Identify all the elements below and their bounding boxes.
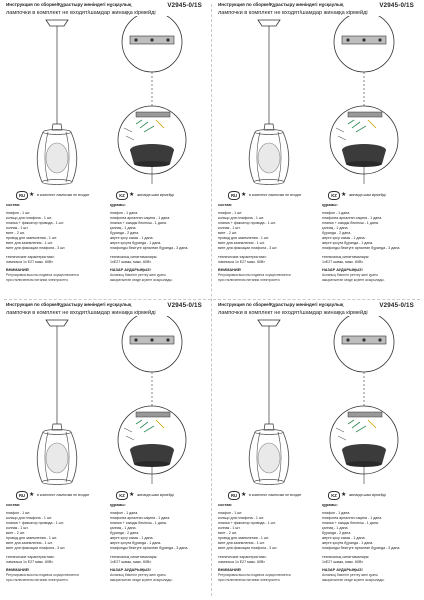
pendant-lamp-illustration xyxy=(249,20,289,185)
parts-list-ru xyxy=(6,511,102,551)
tech-line-kz: 1xE27 шамы, макс. 60Вт. xyxy=(322,559,364,564)
tech-line-ru: лампочка 1x E27 макс. 60Вт xyxy=(218,259,265,264)
part-item-kz: плафон - 1 дана. xyxy=(322,211,351,215)
instruction-panel-4 xyxy=(218,302,422,598)
part-item-ru: винт для заземления - 1 шт. xyxy=(6,241,53,245)
tech-line-kz: техникалық сипаттамалары: xyxy=(110,555,158,559)
cert-note-ru: в комплект лампочки не входят xyxy=(37,193,90,197)
part-item-kz: жерге қосу сымы - 1 дана. xyxy=(110,236,154,240)
parts-list-kz xyxy=(322,211,418,251)
column-kz xyxy=(110,503,206,582)
part-item-kz: жерге қосуға бұранда - 1 дана. xyxy=(110,241,162,245)
tech-specs-kz xyxy=(110,255,206,264)
tech-specs-kz xyxy=(322,255,418,264)
panel-title: Инструкция по сборке/Құрастыру жөніндегі нұсқаулық xyxy=(6,2,132,7)
ceiling-mount-diagram xyxy=(330,316,398,484)
note-line-ru: при отключенном питании электросети. xyxy=(6,577,69,582)
ceiling-mount-diagram xyxy=(330,16,398,184)
part-item-ru: кольцо для плафона - 1 шт. xyxy=(6,516,52,520)
note-line-ru: при отключенном питании электросети. xyxy=(218,577,281,582)
tech-specs-ru xyxy=(218,555,314,564)
tech-specs-ru xyxy=(218,255,314,264)
star-icon: ★ xyxy=(129,492,135,498)
star-icon: ★ xyxy=(29,192,35,198)
part-item-kz: плафонды бекітуге арналған бұранда - 3 дана. xyxy=(110,546,189,550)
note-ru xyxy=(6,273,102,282)
note-line-kz: Аспаның биіктігін реттеу желі қуаты xyxy=(110,573,166,578)
note-line-kz: ажыратылған кезде жүзеге асырылады. xyxy=(322,577,385,582)
note-line-kz: Аспаның биіктігін реттеу желі қуаты xyxy=(322,573,378,578)
note-line-ru: при отключенном питании электросети. xyxy=(6,277,69,282)
parts-header-kz: құрамы: xyxy=(110,203,126,207)
tech-line-kz: техникалық сипаттамалары: xyxy=(322,555,370,559)
cert-note-ru: в комплект лампочки не входят xyxy=(249,193,302,197)
star-icon: ★ xyxy=(341,492,347,498)
part-item-ru: планка + фиксатор провода - 1 шт. xyxy=(6,521,64,525)
star-icon: ★ xyxy=(29,492,35,498)
pendant-lamp-illustration xyxy=(249,320,289,485)
part-item-ru: кольцо для плафона - 1 шт. xyxy=(6,216,52,220)
cert-note-kz: жинаққа шам кірмейді xyxy=(349,493,386,497)
part-item-ru: провод для заземления - 1 шт. xyxy=(218,536,270,540)
note-line-ru: Регулировка высоты подвеса осуществляется xyxy=(6,273,79,278)
tech-specs-ru xyxy=(6,255,102,264)
part-item-kz: плафонға арналған сақина - 1 дана. xyxy=(110,216,171,220)
parts-header-kz: құрамы: xyxy=(110,503,126,507)
part-item-ru: планка + фиксатор провода - 1 шт. xyxy=(218,521,276,525)
title-bar xyxy=(218,2,422,10)
part-item-kz: жерге қосу сымы - 1 дана. xyxy=(110,536,154,540)
attention-ru: ВНИМАНИЕ! xyxy=(218,268,242,273)
column-kz xyxy=(322,203,418,282)
part-item-ru: кольцо для плафона - 1 шт. xyxy=(218,216,264,220)
part-item-ru: плафон - 1 шт. xyxy=(6,511,31,515)
note-kz xyxy=(110,573,206,582)
title-bar xyxy=(6,302,210,310)
model-number: V2945-0/1S xyxy=(167,302,202,309)
part-item-ru: винт для фиксации плафона - 3 шт. xyxy=(218,546,278,550)
part-item-ru: колпак - 1 шт. xyxy=(218,526,241,530)
column-ru xyxy=(6,203,102,282)
part-item-ru: винт - 2 шт. xyxy=(6,231,25,235)
note-line-ru: Регулировка высоты подвеса осуществляется xyxy=(218,273,291,278)
part-item-ru: винт для заземления - 1 шт. xyxy=(6,541,53,545)
attention-kz: НАЗАР АУДАРЫҢЫЗ! xyxy=(110,268,151,273)
assembly-illustration xyxy=(218,16,422,188)
title-bar xyxy=(6,2,210,10)
assembly-illustration xyxy=(6,16,210,188)
parts-list-kz xyxy=(110,511,206,551)
part-item-kz: плафонды бекітуге арналған бұранда - 3 дана. xyxy=(322,546,401,550)
note-kz xyxy=(322,573,418,582)
tech-line-ru: технические характеристики: xyxy=(6,255,55,259)
tech-line-kz: 1xE27 шамы, макс. 60Вт. xyxy=(110,559,152,564)
part-item-ru: провод для заземления - 1 шт. xyxy=(218,236,270,240)
part-item-kz: планка + сымды бекіткіш - 1 дана. xyxy=(110,521,167,525)
parts-header-kz: құрамы: xyxy=(322,203,338,207)
certification-row xyxy=(6,491,210,501)
part-item-kz: жерге қосу сымы - 1 дана. xyxy=(322,536,366,540)
cut-line-horizontal xyxy=(4,299,420,300)
part-item-kz: жерге қосуға бұранда - 1 дана. xyxy=(110,541,162,545)
note-line-kz: Аспаның биіктігін реттеу желі қуаты xyxy=(322,273,378,278)
cut-line-vertical xyxy=(211,4,212,596)
panel-title: Инструкция по сборке/Құрастыру жөніндегі нұсқаулық xyxy=(6,302,132,307)
panel-subtitle: лампочки в комплект не входят/шамдар жинаққа кірмейді xyxy=(6,10,156,16)
part-item-kz: планка + сымды бекіткіш - 1 дана. xyxy=(322,521,379,525)
pendant-lamp-illustration xyxy=(37,20,77,185)
part-item-kz: плафонды бекітуге арналған бұранда - 3 дана. xyxy=(322,246,401,250)
part-item-kz: бұранда - 2 дана. xyxy=(322,231,352,235)
part-item-ru: колпак - 1 шт. xyxy=(218,226,241,230)
part-item-ru: планка + фиксатор провода - 1 шт. xyxy=(6,221,64,225)
attention-kz: НАЗАР АУДАРЫҢЫЗ! xyxy=(322,268,363,273)
tech-line-kz: 1xE27 шамы, макс. 60Вт. xyxy=(322,259,364,264)
column-ru xyxy=(6,503,102,582)
part-item-ru: кольцо для плафона - 1 шт. xyxy=(218,516,264,520)
part-item-ru: винт - 2 шт. xyxy=(6,531,25,535)
parts-list-kz xyxy=(322,511,418,551)
part-item-ru: колпак - 1 шт. xyxy=(6,526,29,530)
part-item-kz: қалпақ - 1 дана. xyxy=(110,526,137,530)
cert-note-kz: жинаққа шам кірмейді xyxy=(349,193,386,197)
parts-list-ru xyxy=(218,211,314,251)
part-item-kz: плафон - 1 дана. xyxy=(110,511,139,515)
parts-list-ru xyxy=(6,211,102,251)
tech-line-kz: 1xE27 шамы, макс. 60Вт. xyxy=(110,259,152,264)
cert-note-kz: жинаққа шам кірмейді xyxy=(137,193,174,197)
part-item-ru: винт для фиксации плафона - 3 шт. xyxy=(6,546,66,550)
part-item-kz: плафонға арналған сақина - 1 дана. xyxy=(322,216,383,220)
parts-header-ru: состав: xyxy=(6,203,21,207)
cert-note-ru: в комплект лампочки не входят xyxy=(249,493,302,497)
note-line-kz: ажыратылған кезде жүзеге асырылады. xyxy=(110,277,173,282)
parts-header-ru: состав: xyxy=(218,203,233,207)
instruction-panel-3 xyxy=(6,302,210,598)
model-number: V2945-0/1S xyxy=(379,302,414,309)
kz-mark-icon: KZ xyxy=(116,191,128,200)
part-item-kz: бұранда - 2 дана. xyxy=(110,231,140,235)
column-ru xyxy=(218,503,314,582)
panel-subtitle: лампочки в комплект не входят/шамдар жинаққа кірмейді xyxy=(218,310,368,316)
panel-subtitle: лампочки в комплект не входят/шамдар жинаққа кірмейді xyxy=(218,10,368,16)
instruction-panel-2 xyxy=(218,2,422,298)
assembly-illustration xyxy=(6,316,210,488)
tech-specs-kz xyxy=(110,555,206,564)
part-item-kz: планка + сымды бекіткіш - 1 дана. xyxy=(322,221,379,225)
kz-mark-icon: KZ xyxy=(116,491,128,500)
note-kz xyxy=(110,273,206,282)
title-bar xyxy=(218,302,422,310)
ceiling-mount-diagram xyxy=(118,316,186,484)
part-item-ru: провод для заземления - 1 шт. xyxy=(6,236,58,240)
note-line-ru: Регулировка высоты подвеса осуществляется xyxy=(218,573,291,578)
part-item-kz: жерге қосу сымы - 1 дана. xyxy=(322,236,366,240)
parts-list-kz xyxy=(110,211,206,251)
part-item-ru: плафон - 1 шт. xyxy=(218,511,243,515)
note-line-kz: Аспаның биіктігін реттеу желі қуаты xyxy=(110,273,166,278)
part-item-kz: қалпақ - 1 дана. xyxy=(110,226,137,230)
tech-line-ru: технические характеристики: xyxy=(6,555,55,559)
panel-title: Инструкция по сборке/Құрастыру жөніндегі нұсқаулық xyxy=(218,2,344,7)
parts-header-ru: состав: xyxy=(6,503,21,507)
tech-specs-ru xyxy=(6,555,102,564)
part-item-ru: винт - 2 шт. xyxy=(218,231,237,235)
attention-kz: НАЗАР АУДАРЫҢЫЗ! xyxy=(322,568,363,573)
cert-note-kz: жинаққа шам кірмейді xyxy=(137,493,174,497)
note-ru xyxy=(218,273,314,282)
column-ru xyxy=(218,203,314,282)
certification-row xyxy=(218,191,422,201)
part-item-kz: плафонға арналған сақина - 1 дана. xyxy=(322,516,383,520)
tech-specs-kz xyxy=(322,555,418,564)
eac-mark-icon: RU xyxy=(16,191,28,200)
note-ru xyxy=(218,573,314,582)
tech-line-ru: лампочка 1x E27 макс. 60Вт xyxy=(218,559,265,564)
tech-line-kz: техникалық сипаттамалары: xyxy=(110,255,158,259)
pendant-lamp-illustration xyxy=(37,320,77,485)
tech-line-kz: техникалық сипаттамалары: xyxy=(322,255,370,259)
part-item-kz: плафонға арналған сақина - 1 дана. xyxy=(110,516,171,520)
star-icon: ★ xyxy=(241,492,247,498)
note-line-ru: при отключенном питании электросети. xyxy=(218,277,281,282)
panel-subtitle: лампочки в комплект не входят/шамдар жинаққа кірмейді xyxy=(6,310,156,316)
tech-line-ru: технические характеристики: xyxy=(218,255,267,259)
part-item-ru: винт для фиксации плафона - 3 шт. xyxy=(6,246,66,250)
column-kz xyxy=(322,503,418,582)
part-item-ru: плафон - 1 шт. xyxy=(218,211,243,215)
panel-title: Инструкция по сборке/Құрастыру жөніндегі нұсқаулық xyxy=(218,302,344,307)
part-item-ru: провод для заземления - 1 шт. xyxy=(6,536,58,540)
part-item-kz: плафон - 1 дана. xyxy=(110,211,139,215)
part-item-ru: винт для заземления - 1 шт. xyxy=(218,541,265,545)
part-item-kz: қалпақ - 1 дана. xyxy=(322,226,349,230)
ceiling-mount-diagram xyxy=(118,16,186,184)
certification-row xyxy=(6,191,210,201)
kz-mark-icon: KZ xyxy=(328,191,340,200)
note-ru xyxy=(6,573,102,582)
attention-ru: ВНИМАНИЕ! xyxy=(6,568,30,573)
note-kz xyxy=(322,273,418,282)
tech-line-ru: лампочка 1x E27 макс. 60Вт xyxy=(6,559,53,564)
part-item-kz: планка + сымды бекіткіш - 1 дана. xyxy=(110,221,167,225)
column-kz xyxy=(110,203,206,282)
star-icon: ★ xyxy=(341,192,347,198)
part-item-ru: планка + фиксатор провода - 1 шт. xyxy=(218,221,276,225)
attention-ru: ВНИМАНИЕ! xyxy=(218,568,242,573)
model-number: V2945-0/1S xyxy=(167,2,202,9)
part-item-kz: бұранда - 2 дана. xyxy=(322,531,352,535)
eac-mark-icon: RU xyxy=(228,491,240,500)
part-item-ru: винт - 2 шт. xyxy=(218,531,237,535)
part-item-kz: жерге қосуға бұранда - 1 дана. xyxy=(322,241,374,245)
note-line-kz: ажыратылған кезде жүзеге асырылады. xyxy=(110,577,173,582)
part-item-kz: бұранда - 2 дана. xyxy=(110,531,140,535)
eac-mark-icon: RU xyxy=(16,491,28,500)
parts-header-kz: құрамы: xyxy=(322,503,338,507)
star-icon: ★ xyxy=(241,192,247,198)
note-line-kz: ажыратылған кезде жүзеге асырылады. xyxy=(322,277,385,282)
eac-mark-icon: RU xyxy=(228,191,240,200)
part-item-ru: винт для заземления - 1 шт. xyxy=(218,241,265,245)
part-item-kz: плафон - 1 дана. xyxy=(322,511,351,515)
tech-line-ru: технические характеристики: xyxy=(218,555,267,559)
star-icon: ★ xyxy=(129,192,135,198)
parts-header-ru: состав: xyxy=(218,503,233,507)
certification-row xyxy=(218,491,422,501)
note-line-ru: Регулировка высоты подвеса осуществляется xyxy=(6,573,79,578)
cert-note-ru: в комплект лампочки не входят xyxy=(37,493,90,497)
assembly-illustration xyxy=(218,316,422,488)
kz-mark-icon: KZ xyxy=(328,491,340,500)
part-item-kz: жерге қосуға бұранда - 1 дана. xyxy=(322,541,374,545)
model-number: V2945-0/1S xyxy=(379,2,414,9)
part-item-kz: қалпақ - 1 дана. xyxy=(322,526,349,530)
instruction-panel-1 xyxy=(6,2,210,298)
attention-kz: НАЗАР АУДАРЫҢЫЗ! xyxy=(110,568,151,573)
attention-ru: ВНИМАНИЕ! xyxy=(6,268,30,273)
tech-line-ru: лампочка 1x E27 макс. 60Вт xyxy=(6,259,53,264)
part-item-ru: плафон - 1 шт. xyxy=(6,211,31,215)
part-item-ru: колпак - 1 шт. xyxy=(6,226,29,230)
part-item-kz: плафонды бекітуге арналған бұранда - 3 дана. xyxy=(110,246,189,250)
parts-list-ru xyxy=(218,511,314,551)
part-item-ru: винт для фиксации плафона - 3 шт. xyxy=(218,246,278,250)
